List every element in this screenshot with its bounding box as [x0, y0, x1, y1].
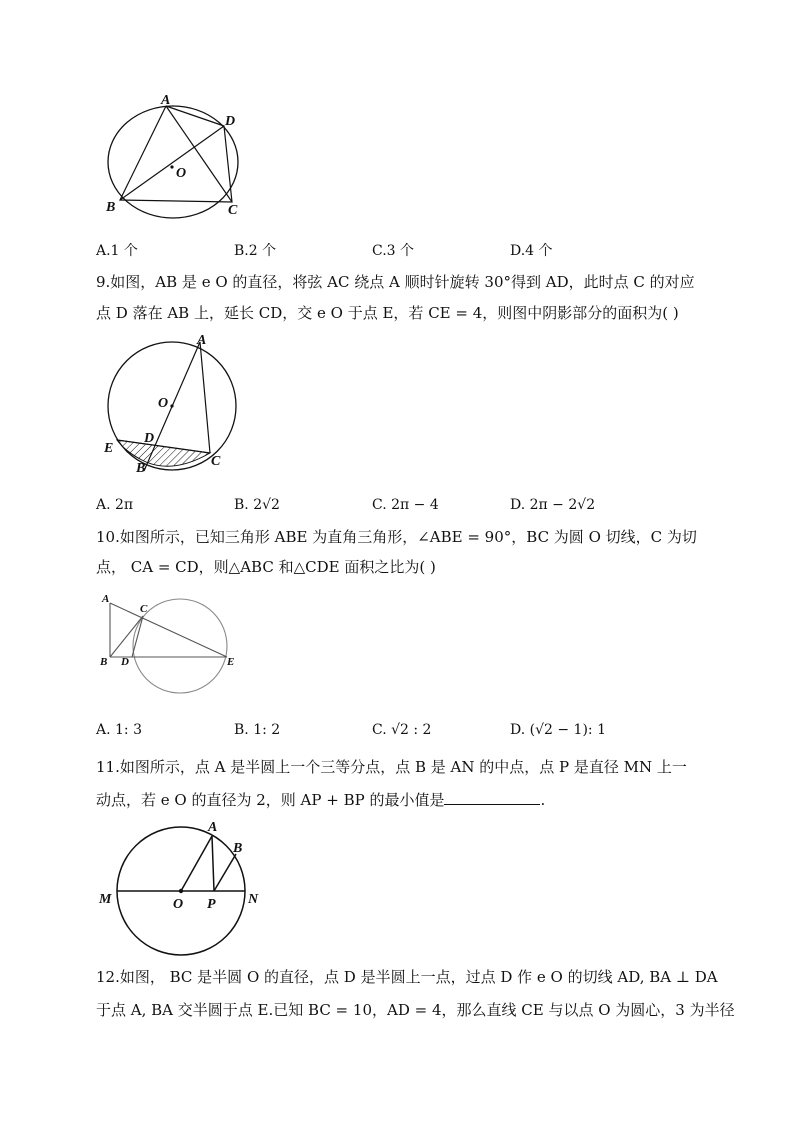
q10-option-a[interactable]: A. 1: 3 — [96, 722, 142, 738]
q9-option-c[interactable]: C. 2π − 4 — [372, 497, 439, 513]
q10-option-b[interactable]: B. 1: 2 — [234, 722, 281, 738]
q11-label-B: B — [233, 841, 243, 856]
q11-label-N: N — [248, 892, 259, 907]
q10-label-A: A — [102, 593, 110, 605]
q9-label-O: O — [158, 396, 169, 411]
q9-label-B: B — [136, 461, 146, 476]
q10-option-c[interactable]: C. √2 : 2 — [372, 722, 432, 738]
q9-label-E: E — [104, 441, 114, 456]
q11-label-O: O — [173, 897, 184, 912]
q9-option-a[interactable]: A. 2π — [96, 497, 134, 513]
q8-label-A: A — [161, 93, 171, 108]
q10-label-E: E — [227, 656, 235, 668]
q9-option-d[interactable]: D. 2π − 2√2 — [510, 497, 596, 513]
q10-figure — [96, 590, 246, 706]
q11-answer-blank[interactable] — [444, 790, 540, 805]
q8-option-a[interactable]: A.1 个 — [96, 243, 138, 259]
q11-label-A: A — [208, 820, 218, 835]
q8-label-D: D — [225, 114, 236, 129]
q9-figure — [100, 334, 250, 476]
q10-label-D: D — [121, 656, 129, 668]
q8-option-c[interactable]: C.3 个 — [372, 243, 415, 259]
q8-option-d[interactable]: D.4 个 — [510, 243, 553, 259]
q11-text-line2-prefix: 动点，若 e O 的直径为 2，则 AP + BP 的最小值是 — [96, 791, 445, 809]
q11-label-P: P — [207, 897, 216, 912]
q10-label-B: B — [100, 656, 108, 668]
q11-text-line1: 11.如图所示，点 A 是半圆上一个三等分点，点 B 是 AN 的中点，点 P 是直径 MN 上一 — [96, 758, 687, 776]
q11-figure — [96, 818, 266, 958]
q9-label-D: D — [144, 431, 155, 446]
q8-label-B: B — [106, 200, 116, 215]
q12-text-line1: 12.如图， BC 是半圆 O 的直径，点 D 是半圆上一点，过点 D 作 e O 的切线 AD, BA ⊥ DA — [96, 968, 718, 986]
q10-option-d[interactable]: D. (√2 − 1): 1 — [510, 722, 606, 738]
q11-label-M: M — [99, 892, 112, 907]
q9-label-A: A — [197, 334, 207, 348]
q11-text-line2-suffix: . — [540, 791, 546, 809]
q10-text-line1: 10.如图所示，已知三角形 ABE 为直角三角形，∠ABE = 90°，BC 为圆 O 切线，C 为切 — [96, 528, 697, 546]
q9-option-b[interactable]: B. 2√2 — [234, 497, 280, 513]
q8-options — [96, 240, 716, 260]
q9-text-line1: 9.如图，AB 是 e O 的直径，将弦 AC 绕点 A 顺时针旋转 30°得到 AD，此时点 C 的对应 — [96, 273, 695, 291]
q8-label-C: C — [228, 203, 238, 218]
q9-label-C: C — [211, 454, 221, 469]
q8-option-b[interactable]: B.2 个 — [234, 243, 277, 259]
q8-label-O: O — [176, 166, 187, 181]
q8-figure — [100, 92, 250, 222]
q10-text-line2: 点， CA = CD，则△ABC 和△CDE 面积之比为( ) — [96, 558, 436, 576]
q12-text-line2: 于点 A, BA 交半圆于点 E.已知 BC = 10，AD = 4，那么直线 CE 与以点 O 为圆心，3 为半径 — [96, 1001, 735, 1019]
q10-options — [96, 722, 716, 742]
q10-label-C: C — [140, 603, 148, 615]
q9-text-line2: 点 D 落在 AB 上，延长 CD，交 e O 于点 E，若 CE = 4，则图中阴影部分的面积为( ) — [96, 304, 679, 322]
q11-text-line2 — [96, 790, 545, 810]
q9-options — [96, 497, 716, 517]
